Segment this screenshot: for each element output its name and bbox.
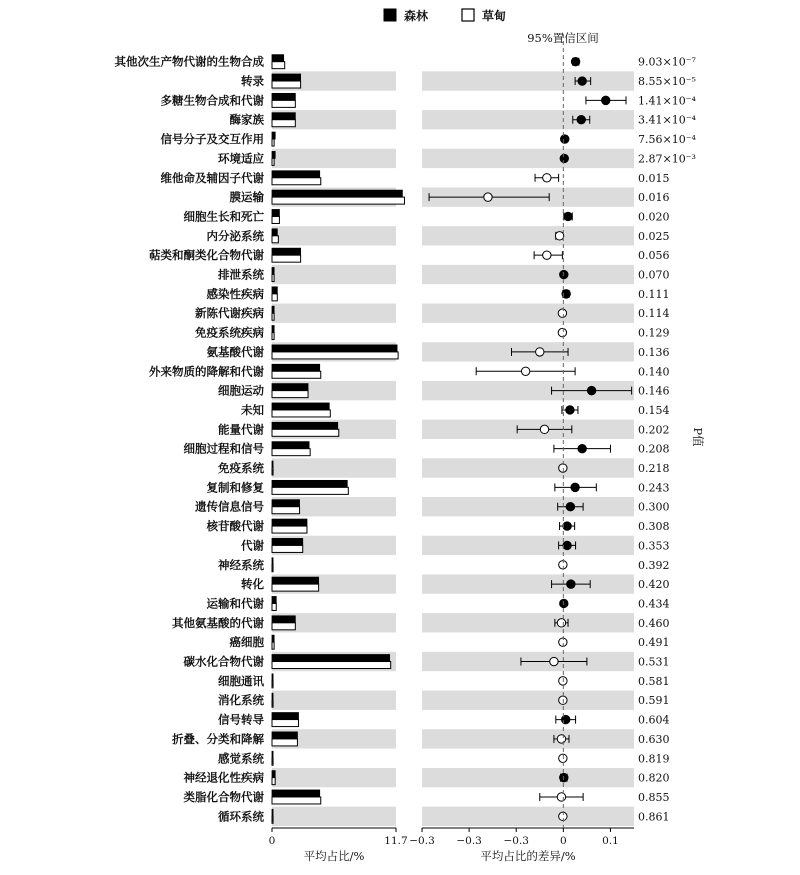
row-band-right <box>422 110 634 129</box>
p-value: 0.819 <box>638 752 670 766</box>
p-value: 0.056 <box>638 249 670 263</box>
row-band-left <box>272 304 396 323</box>
row-band-left <box>272 691 396 710</box>
bar-meadow <box>272 739 297 746</box>
difference-point <box>557 619 565 627</box>
category-label: 外来物质的降解和代谢 <box>149 364 264 379</box>
bar-meadow <box>272 487 348 494</box>
bar-forest <box>272 190 402 197</box>
bar-meadow <box>272 313 274 320</box>
difference-point <box>484 193 492 201</box>
bar-forest <box>272 519 307 526</box>
bar-meadow <box>272 603 276 610</box>
row-band-right <box>422 574 634 593</box>
row-band-right <box>422 226 634 245</box>
bar-meadow <box>272 429 339 436</box>
category-label: 运输和代谢 <box>206 596 264 611</box>
difference-point <box>560 154 568 162</box>
bar-meadow <box>272 449 310 456</box>
bar-forest <box>272 403 329 410</box>
bar-forest <box>272 229 277 236</box>
bar-meadow <box>272 584 319 591</box>
category-label: 神经系统 <box>218 557 264 572</box>
right-axis-ticks <box>409 828 619 847</box>
bar-meadow <box>272 700 273 707</box>
bar-meadow <box>272 158 274 165</box>
difference-point <box>587 386 595 394</box>
row-band-left <box>272 226 396 245</box>
p-value: 0.208 <box>638 442 670 456</box>
bar-forest <box>272 480 347 487</box>
p-value: 0.136 <box>638 345 670 359</box>
bar-forest <box>272 790 320 797</box>
p-value: 0.070 <box>638 268 670 282</box>
category-label: 免疫系统疾病 <box>195 325 264 340</box>
row-band-right <box>422 613 634 632</box>
legend-label-meadow: 草甸 <box>482 9 507 23</box>
bar-meadow <box>272 391 308 398</box>
bar-forest <box>272 422 338 429</box>
legend-swatch-meadow <box>462 9 474 21</box>
legend <box>384 8 506 23</box>
category-label: 萜类和酮类化合物代谢 <box>149 248 264 263</box>
bar-forest <box>272 345 397 352</box>
p-value: 0.154 <box>638 403 670 417</box>
category-label: 其他次生产物代谢的生物合成 <box>114 54 264 69</box>
bar-forest <box>272 596 276 603</box>
bar-forest <box>272 732 297 739</box>
difference-point <box>561 715 569 723</box>
right-tick-label: 0.1 <box>602 835 619 847</box>
p-axis-label: P值 <box>691 427 705 447</box>
bar-meadow <box>272 468 273 475</box>
bar-meadow <box>272 545 303 552</box>
left-axis-label: 平均占比/% <box>303 849 365 863</box>
category-label: 癌细胞 <box>229 635 264 650</box>
row-band-left <box>272 265 396 284</box>
p-value: 0.820 <box>638 771 670 785</box>
category-label: 细胞生长和死亡 <box>183 209 264 224</box>
right-tick-label: −0.3 <box>456 835 482 847</box>
bar-meadow <box>272 352 398 359</box>
bar-forest <box>272 306 274 313</box>
bar-forest <box>272 500 300 507</box>
left-tick-label: 11.7 <box>384 835 408 847</box>
bar-meadow <box>272 662 391 669</box>
bar-meadow <box>272 255 301 262</box>
row-band-left <box>272 458 396 477</box>
bar-forest <box>272 655 390 662</box>
bar-meadow <box>272 120 295 127</box>
p-value: 0.855 <box>638 790 670 804</box>
category-label: 复制和修复 <box>206 480 264 495</box>
category-label: 代谢 <box>241 538 264 553</box>
row-band-right <box>422 729 634 748</box>
difference-point <box>540 425 548 433</box>
difference-point <box>571 57 579 65</box>
category-label: 核苷酸代谢 <box>206 519 264 534</box>
p-value: 7.56×10⁻⁴ <box>638 133 696 147</box>
difference-point <box>543 251 551 259</box>
difference-point <box>563 541 571 549</box>
p-value: 0.420 <box>638 578 670 592</box>
difference-point <box>557 793 565 801</box>
bar-forest <box>272 113 295 120</box>
category-label: 氨基酸代谢 <box>206 344 264 359</box>
category-label: 循环系统 <box>218 809 264 824</box>
p-value: 0.308 <box>638 520 670 534</box>
p-value: 0.025 <box>638 229 670 243</box>
bar-forest <box>272 577 319 584</box>
bar-forest <box>272 268 274 275</box>
category-label: 感染性疾病 <box>206 286 264 301</box>
row-band-right <box>422 497 634 516</box>
bar-meadow <box>272 275 274 282</box>
row-band-right <box>422 768 634 787</box>
category-label: 酶家族 <box>229 112 264 127</box>
row-band-right <box>422 71 634 90</box>
bar-forest <box>272 55 284 62</box>
p-value: 0.202 <box>638 423 670 437</box>
difference-point <box>577 116 585 124</box>
difference-point <box>566 503 574 511</box>
p-value: 0.434 <box>638 597 670 611</box>
p-value: 0.015 <box>638 171 670 185</box>
p-value: 0.114 <box>638 307 670 321</box>
category-label: 细胞通讯 <box>218 673 264 688</box>
category-label: 感觉系统 <box>218 751 264 766</box>
p-value: 0.392 <box>638 558 670 572</box>
right-axis-label: 平均占比的差异/% <box>480 849 576 863</box>
bar-meadow <box>272 816 273 823</box>
row-band-right <box>422 807 634 826</box>
p-value: 1.41×10⁻⁴ <box>638 94 696 108</box>
difference-point <box>555 232 563 240</box>
bar-meadow <box>272 236 278 243</box>
difference-point <box>557 735 565 743</box>
category-label: 碳水化合物代谢 <box>183 654 264 669</box>
bar-meadow <box>272 410 330 417</box>
p-value: 8.55×10⁻⁵ <box>638 75 696 89</box>
bar-forest <box>272 461 273 468</box>
bar-meadow <box>272 758 273 765</box>
bar-forest <box>272 616 295 623</box>
bar-forest <box>272 751 273 758</box>
bar-meadow <box>272 294 277 301</box>
p-value: 9.03×10⁻⁷ <box>638 55 696 69</box>
bar-meadow <box>272 371 321 378</box>
difference-point <box>578 444 586 452</box>
p-value: 0.140 <box>638 365 670 379</box>
bar-meadow <box>272 797 321 804</box>
bar-forest <box>272 771 275 778</box>
bar-forest <box>272 209 279 216</box>
difference-point <box>543 174 551 182</box>
row-band-right <box>422 536 634 555</box>
bar-meadow <box>272 507 300 514</box>
category-label: 遗传信息信号 <box>195 499 264 514</box>
p-value: 0.604 <box>638 713 670 727</box>
bar-forest <box>272 558 273 565</box>
p-value: 0.218 <box>638 462 670 476</box>
difference-point <box>563 522 571 530</box>
bar-forest <box>272 248 301 255</box>
p-value: 0.300 <box>638 500 670 514</box>
category-label: 膜运输 <box>229 190 264 205</box>
bar-forest <box>272 384 308 391</box>
left-tick-label: 0 <box>268 835 276 847</box>
difference-point <box>550 657 558 665</box>
p-value: 0.353 <box>638 539 670 553</box>
category-label: 维他命及辅因子代谢 <box>160 170 264 185</box>
bar-meadow <box>272 81 301 88</box>
row-band-left <box>272 149 396 168</box>
category-labels <box>115 55 265 824</box>
right-tick-label: 0 <box>559 835 567 847</box>
p-value: 2.87×10⁻³ <box>638 152 696 166</box>
bar-meadow <box>272 197 404 204</box>
p-value: 0.146 <box>638 384 670 398</box>
row-band-left <box>272 807 396 826</box>
difference-point <box>578 77 586 85</box>
bar-meadow <box>272 681 273 688</box>
bar-forest <box>272 635 274 642</box>
row-band-right <box>422 691 634 710</box>
p-value: 0.581 <box>638 674 670 688</box>
bar-forest <box>272 442 309 449</box>
p-values <box>638 56 697 824</box>
row-band-right <box>422 265 634 284</box>
bar-forest <box>272 287 277 294</box>
category-label: 信号转导 <box>218 712 264 727</box>
row-band-right <box>422 304 634 323</box>
category-label: 环境适应 <box>218 151 264 166</box>
bar-forest <box>272 171 320 178</box>
p-value: 0.630 <box>638 732 670 746</box>
ci-label: 95%置信区间 <box>527 31 599 45</box>
p-value: 0.111 <box>638 287 670 301</box>
bar-forest <box>272 132 275 139</box>
difference-point <box>564 212 572 220</box>
difference-point <box>567 580 575 588</box>
category-label: 排泄系统 <box>218 267 264 282</box>
bar-forest <box>272 74 301 81</box>
difference-point <box>602 96 610 104</box>
bar-meadow <box>272 720 298 727</box>
category-label: 折叠、分类和降解 <box>172 731 264 746</box>
bar-forest <box>272 693 273 700</box>
bar-forest <box>272 538 303 545</box>
category-label: 神经退化性疾病 <box>183 770 264 785</box>
category-label: 细胞运动 <box>218 383 264 398</box>
bar-forest <box>272 326 274 333</box>
bar-meadow <box>272 526 307 533</box>
category-label: 消化系统 <box>218 693 264 708</box>
category-label: 未知 <box>241 402 264 417</box>
p-value: 0.460 <box>638 616 670 630</box>
p-value: 0.531 <box>638 655 670 669</box>
p-value: 0.243 <box>638 481 670 495</box>
p-value: 3.41×10⁻⁴ <box>638 113 696 127</box>
right-tick-label: −0.3 <box>503 835 529 847</box>
difference-point <box>536 348 544 356</box>
difference-point <box>558 309 566 317</box>
bar-meadow <box>272 565 273 572</box>
bar-forest <box>272 809 273 816</box>
legend-label-forest: 森林 <box>404 9 429 23</box>
difference-point <box>558 328 566 336</box>
p-value: 0.016 <box>638 191 670 205</box>
bar-meadow <box>272 100 295 107</box>
bar-forest <box>272 151 275 158</box>
row-band-right <box>422 149 634 168</box>
p-value: 0.129 <box>638 326 670 340</box>
row-band-left <box>272 768 396 787</box>
category-label: 转录 <box>241 74 264 89</box>
category-label: 转化 <box>241 577 264 592</box>
p-value: 0.861 <box>638 810 670 824</box>
bar-meadow <box>272 216 279 223</box>
category-label: 类脂化合物代谢 <box>183 789 264 804</box>
category-label: 细胞过程和信号 <box>183 441 264 456</box>
category-label: 内分泌系统 <box>206 228 264 243</box>
category-label: 新陈代谢疾病 <box>195 306 264 321</box>
difference-point <box>566 406 574 414</box>
bar-meadow <box>272 178 321 185</box>
bar-meadow <box>272 778 275 785</box>
legend-swatch-forest <box>384 9 396 21</box>
difference-point <box>561 135 569 143</box>
bar-meadow <box>272 623 295 630</box>
bar-forest <box>272 674 273 681</box>
category-label: 能量代谢 <box>218 422 264 437</box>
p-value: 0.591 <box>638 694 670 708</box>
category-label: 其他氨基酸的代谢 <box>172 615 264 630</box>
difference-point <box>521 367 529 375</box>
difference-point <box>571 483 579 491</box>
category-label: 免疫系统 <box>218 461 264 476</box>
category-label: 信号分子及交互作用 <box>160 132 264 147</box>
row-band-right <box>422 458 634 477</box>
right-tick-label: −0.3 <box>409 835 435 847</box>
bar-meadow <box>272 62 285 69</box>
bar-forest <box>272 364 320 371</box>
category-label: 多糖生物合成和代谢 <box>160 93 264 108</box>
p-value: 0.020 <box>638 210 670 224</box>
bar-forest <box>272 93 295 100</box>
bar-meadow <box>272 333 274 340</box>
bar-forest <box>272 713 298 720</box>
left-axis-ticks <box>269 828 408 847</box>
bar-meadow <box>272 139 274 146</box>
bar-meadow <box>272 642 274 649</box>
p-value: 0.491 <box>638 636 670 650</box>
